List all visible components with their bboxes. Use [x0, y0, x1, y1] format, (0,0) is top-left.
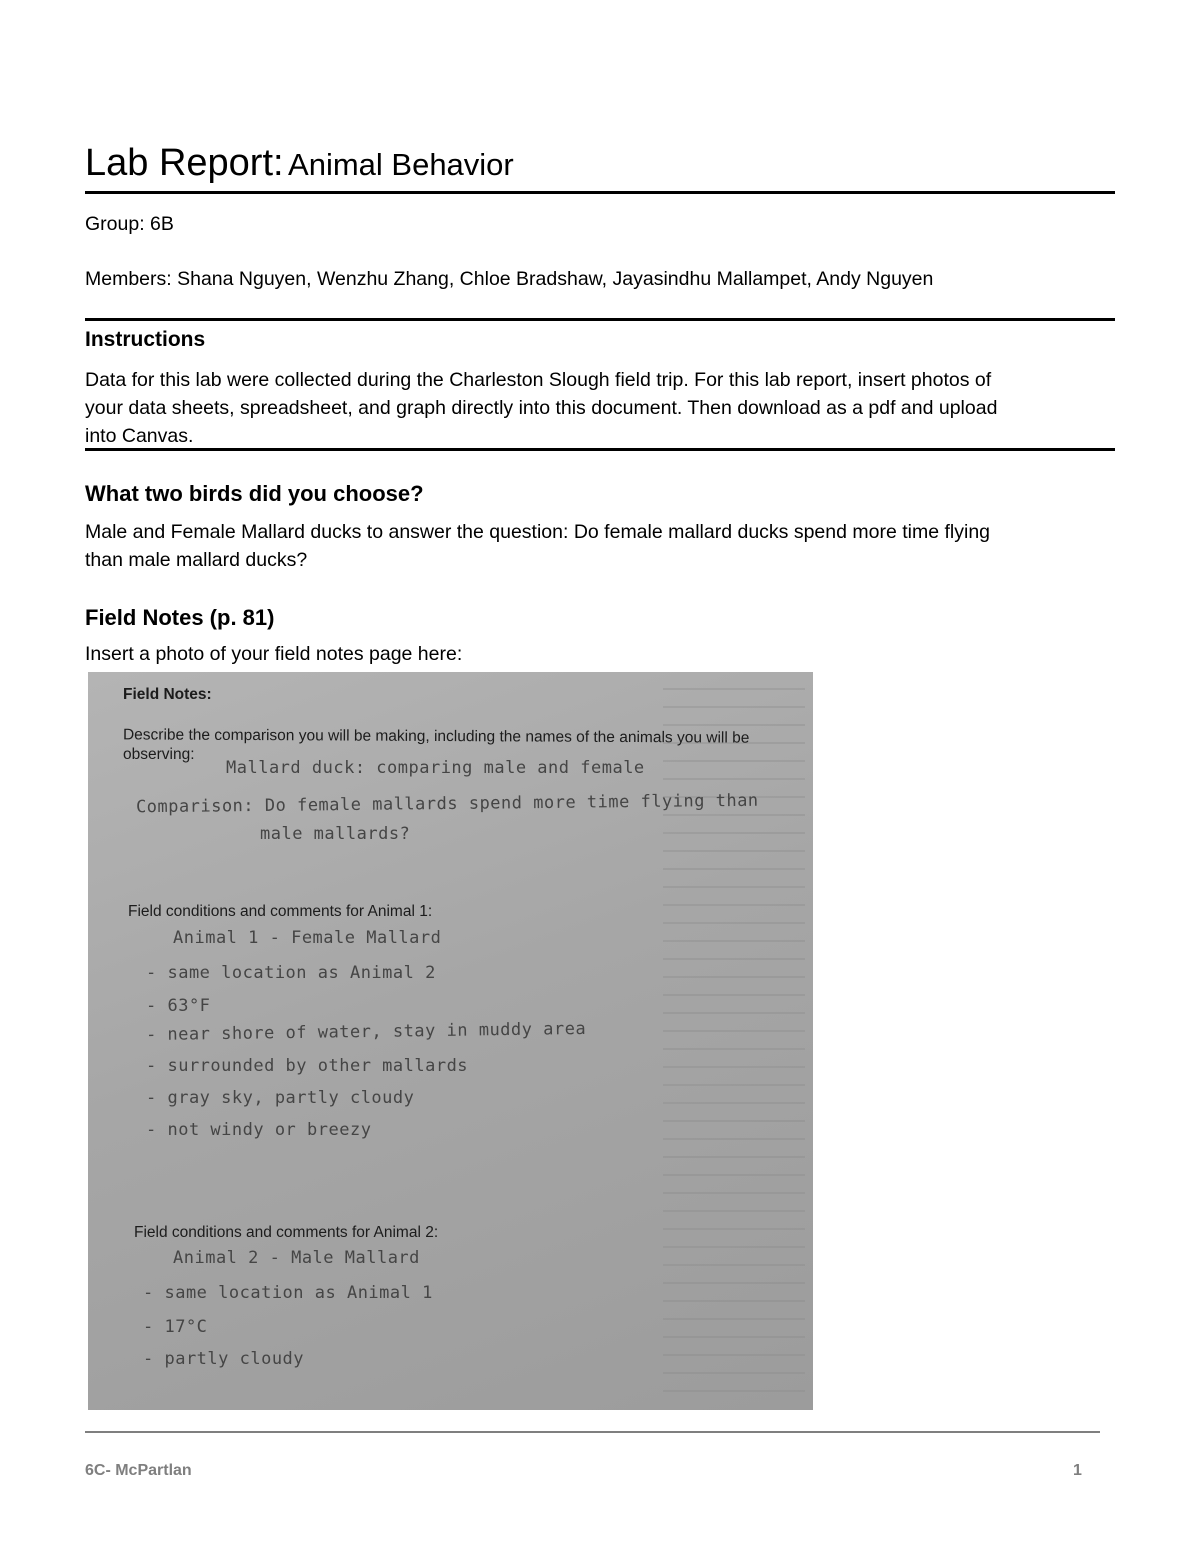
photo-printed-animal2-label: Field conditions and comments for Animal 2:: [134, 1224, 439, 1241]
handwritten-note: Comparison: Do female mallards spend more time flying than: [135, 790, 759, 818]
photo-printed-animal1-label: Field conditions and comments for Animal 1:: [128, 903, 433, 920]
instructions-paragraph: [85, 366, 1115, 450]
field-notes-photo: [88, 672, 813, 1410]
title-subtitle: Animal Behavior: [288, 147, 514, 182]
handwritten-note: - partly cloudy: [143, 1349, 305, 1369]
section-divider: [85, 318, 1115, 321]
handwritten-note: - same location as Animal 1: [143, 1283, 433, 1303]
handwritten-note: - not windy or breezy: [146, 1120, 372, 1140]
birds-answer-line: Male and Female Mallard ducks to answer the question: Do female mallard ducks spend more time flying: [85, 521, 991, 543]
field-notes-heading: Field Notes (p. 81): [85, 605, 275, 630]
page-number: 1: [1073, 1462, 1082, 1479]
title-main: Lab Report:: [85, 142, 284, 184]
birds-answer: [85, 518, 1115, 574]
field-notes-prompt: Insert a photo of your field notes page here:: [85, 643, 463, 665]
photo-printed-prompt: Describe the comparison you will be making, including the names of the animals you will be: [122, 726, 750, 747]
instructions-line: into Canvas.: [85, 425, 194, 447]
handwritten-note: male mallards?: [260, 824, 411, 844]
photo-printed-prompt: observing:: [123, 746, 195, 763]
instructions-line: Data for this lab were collected during the Charleston Slough field trip. For this lab report, insert photos of: [85, 369, 992, 391]
handwritten-note: - 17°C: [143, 1317, 208, 1337]
handwritten-note: - surrounded by other mallards: [146, 1056, 469, 1076]
handwritten-note: - gray sky, partly cloudy: [146, 1088, 415, 1108]
footer-course: 6C- McPartlan: [85, 1462, 192, 1479]
instructions-heading: Instructions: [85, 328, 206, 351]
handwritten-note: Mallard duck: comparing male and female: [226, 758, 645, 778]
footer-rule: [85, 1431, 1100, 1433]
handwritten-note: - near shore of water, stay in muddy area: [145, 1018, 587, 1046]
group-line: Group: 6B: [85, 213, 174, 235]
handwritten-note: - same location as Animal 2: [146, 963, 436, 983]
handwritten-note: - 63°F: [146, 996, 211, 1016]
birds-answer-line: than male mallard ducks?: [85, 549, 308, 571]
handwritten-note: Animal 2 - Male Mallard: [173, 1248, 420, 1268]
instructions-line: your data sheets, spreadsheet, and graph directly into this document. Then download as a pdf and upload: [85, 397, 998, 419]
photo-bleed-through: [663, 672, 813, 1410]
members-line: Members: Shana Nguyen, Wenzhu Zhang, Chloe Bradshaw, Jayasindhu Mallampet, Andy Nguyen: [85, 268, 934, 290]
page-title: [85, 142, 1115, 194]
birds-heading: What two birds did you choose?: [85, 481, 424, 506]
handwritten-note: Animal 1 - Female Mallard: [173, 928, 442, 948]
section-divider: [85, 448, 1115, 451]
photo-printed-title: Field Notes:: [123, 686, 212, 703]
